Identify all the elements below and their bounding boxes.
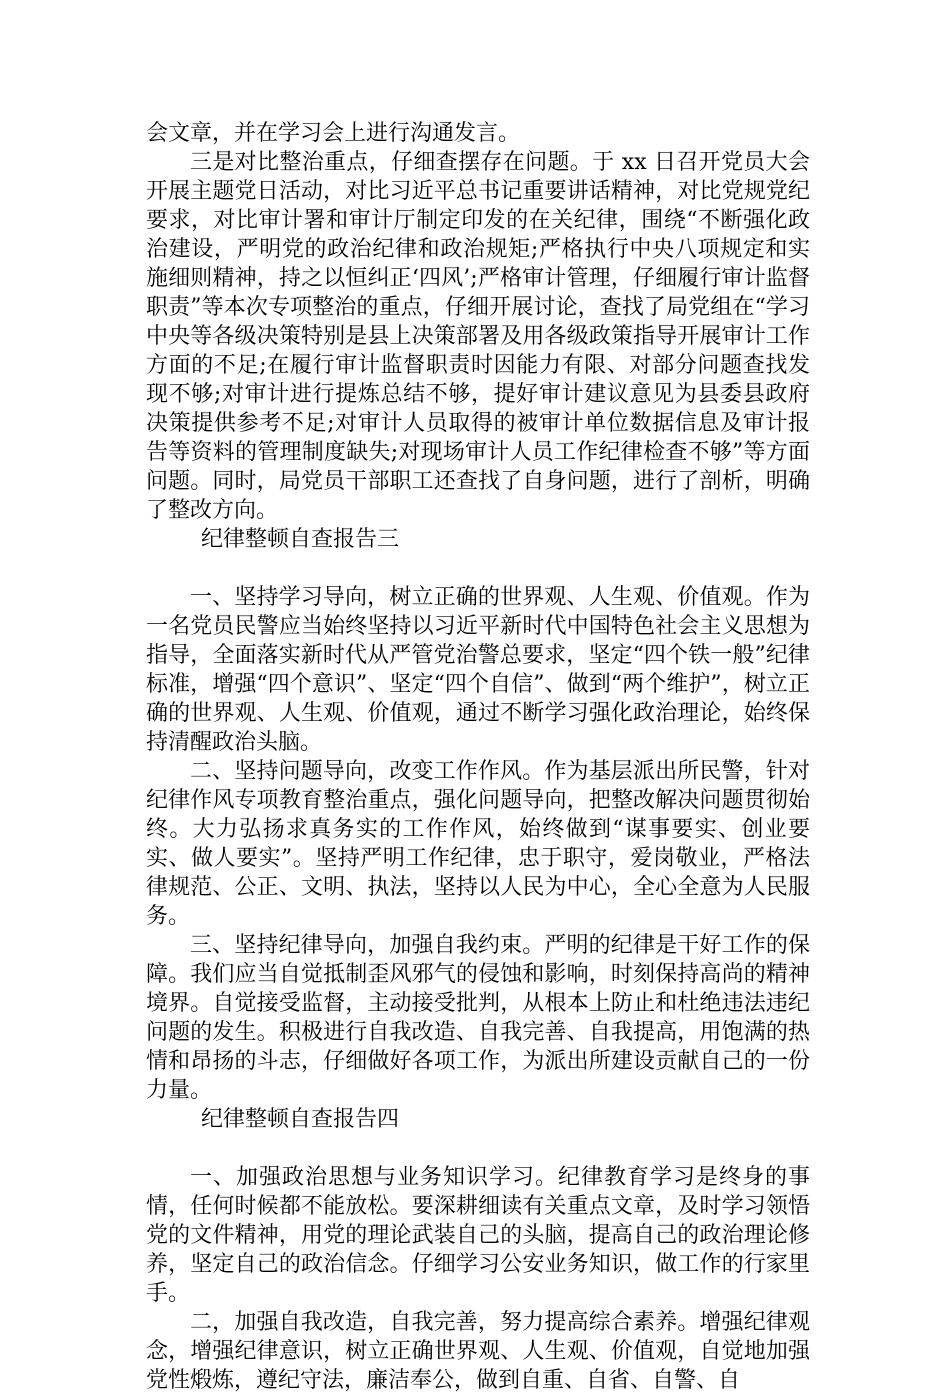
report-four-paragraph-1: 一、加强政治思想与业务知识学习。纪律教育学习是终身的事情，任何时候都不能放松。要深耕细读有关重点文章，及时学习领悟党的文件精神，用党的理论武装自己的头脑，提高自己的政治理论修养，坚定自己的政治信念。仔细学习公安业务知识，做工作的行家里手。 bbox=[146, 1165, 810, 1306]
section-heading-report-four: 纪律整顿自查报告四 bbox=[201, 1107, 400, 1132]
report-four-paragraph-2: 二，加强自我改造，自我完善，努力提高综合素养。增强纪律观念，增强纪律意识，树立正确世界观、人生观、价值观，自觉地加强党性煅炼，遵纪守法，廉洁奉公，做到自重、自省、自警、自 bbox=[146, 1310, 810, 1393]
report-three-paragraph-1: 一、坚持学习导向，树立正确的世界观、人生观、价值观。作为一名党员民警应当始终坚持以习近平新时代中国特色社会主义思想为指导，全面落实新时代从严管党治警总要求，坚定“四个铁一般”纪律标准，增强“四个意识”、坚定“四个自信”、做到“两个维护”，树立正确的世界观、人生观、价值观，通过不断学习强化政治理论，始终保持清醒政治头脑。 bbox=[146, 585, 810, 755]
blank-line bbox=[146, 554, 810, 583]
blank-line bbox=[146, 1134, 810, 1163]
report-three-paragraph-3: 三、坚持纪律导向，加强自我约束。严明的纪律是干好工作的保障。我们应当自觉抵制歪风邪气的侵蚀和影响，时刻保持高尚的精神境界。自觉接受监督，主动接受批判，从根本上防止和杜绝违法违纪问题的发生。积极进行自我改造、自我完善、自我提高，用饱满的热情和昂扬的斗志，仔细做好各项工作，为派出所建设贡献自己的一份力量。 bbox=[146, 933, 810, 1103]
paragraph-third-point: 三是对比整治重点，仔细查摆存在问题。于 xx 日召开党员大会开展主题党日活动，对比习近平总书记重要讲话精神，对比党规党纪要求，对比审计署和审计厅制定印发的在关纪律，围绕“不断强化政治建设，严明党的政治纪律和政治规矩;严格执行中央八项规定和实施细则精神，持之以恒纠正‘四风’;严格审计管理，仔细履行审计监督职责”等本次专项整治的重点，仔细开展讨论，查找了局党组在“学习中央等各级决策特别是县上决策部署及用各级政策指导开展审计工作方面的不足;在履行审计监督职责时因能力有限、对部分问题查找发现不够;对审计进行提炼总结不够，提好审计建议意见为县委县政府决策提供参考不足;对审计人员取得的被审计单位数据信息及审计报告等资料的管理制度缺失;对现场审计人员工作纪律检查不够”等方面问题。同时，局党员干部职工还查找了自身问题，进行了剖析，明确了整改方向。 bbox=[146, 150, 810, 523]
section-heading-report-three: 纪律整顿自查报告三 bbox=[201, 527, 400, 552]
report-three-paragraph-2: 二、坚持问题导向，改变工作作风。作为基层派出所民警，针对纪律作风专项教育整治重点，强化问题导向，把整改解决问题贯彻始终。大力弘扬求真务实的工作作风，始终做到“谋事要实、创业要实、做人要实”。坚持严明工作纪律，忠于职守，爱岗敬业，严格法律规范、公正、文明、执法，坚持以人民为中心，全心全意为人民服务。 bbox=[146, 759, 810, 929]
document-page bbox=[146, 119, 810, 1395]
paragraph-continued: 会文章，并在学习会上进行沟通发言。 bbox=[146, 121, 521, 146]
